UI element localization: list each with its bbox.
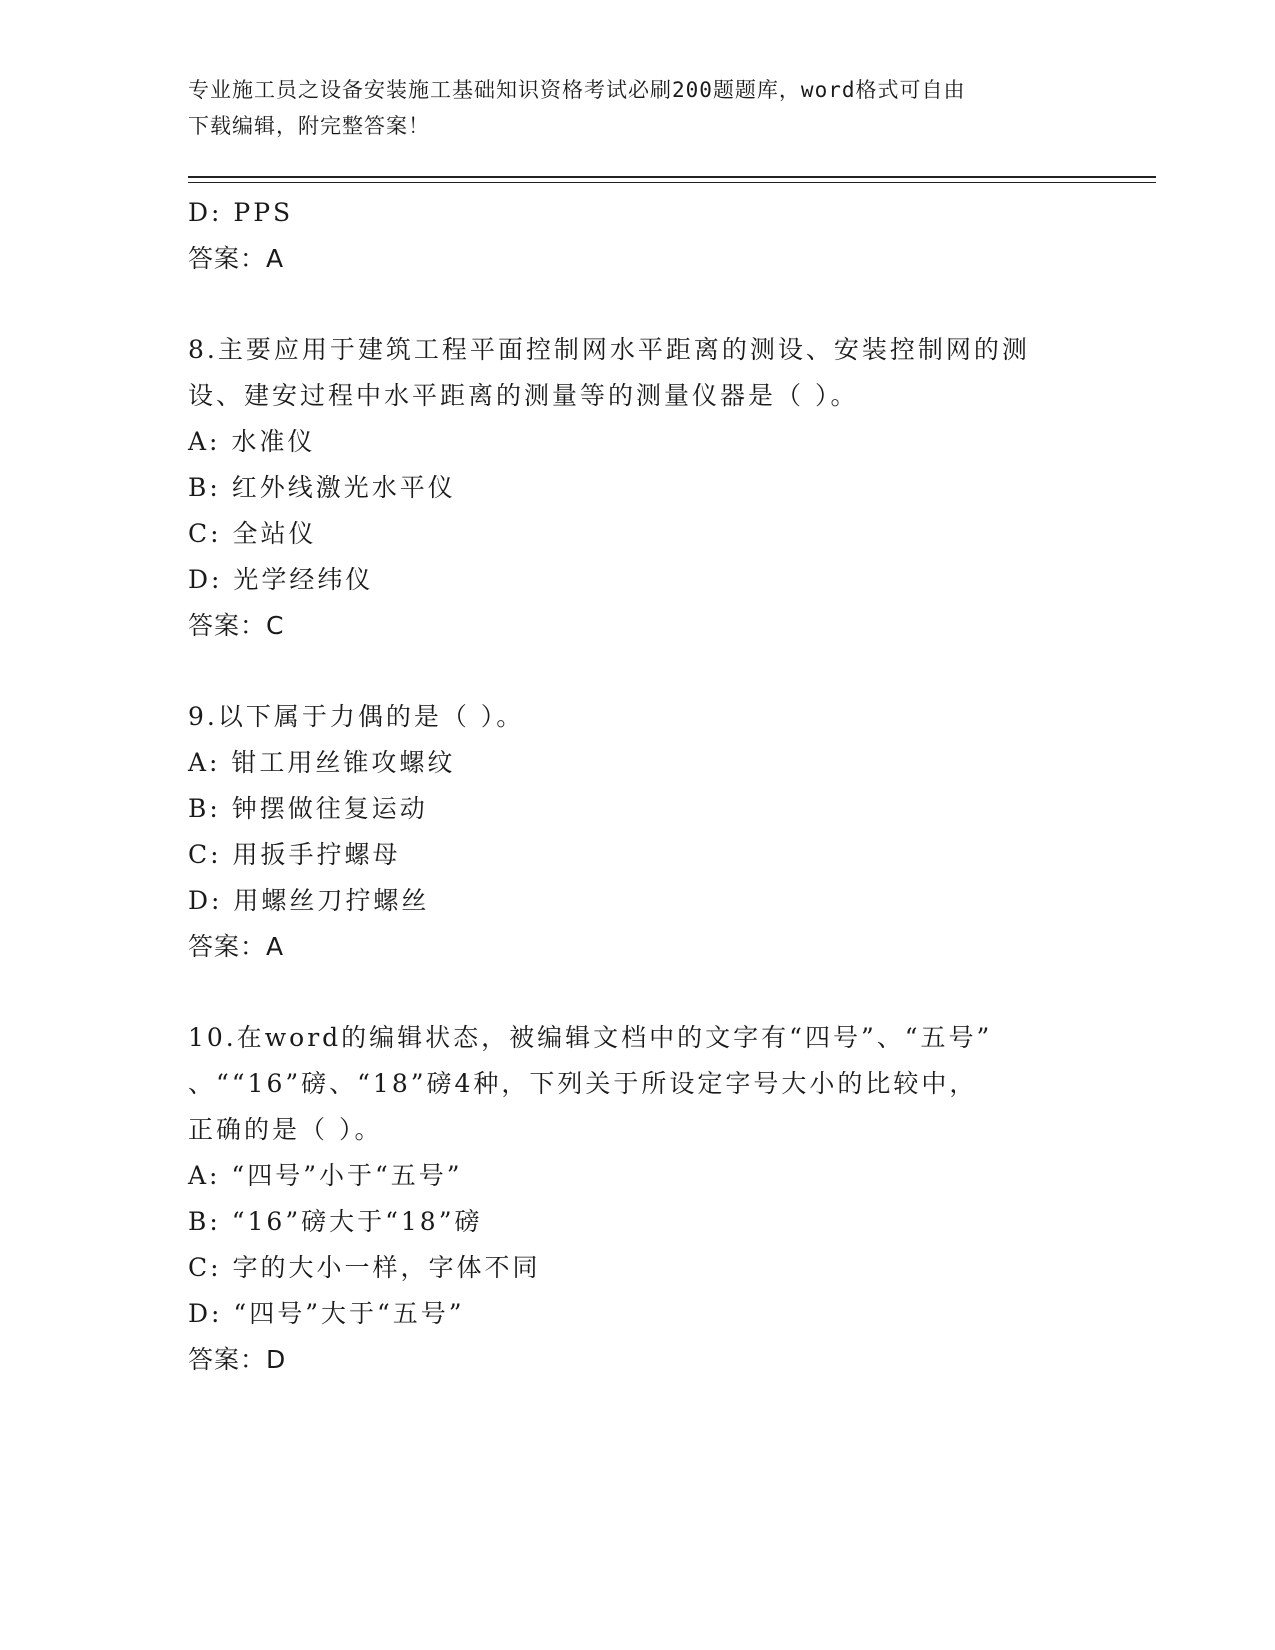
option-a: A: “四号”小于“五号” — [188, 1161, 463, 1190]
question-9 — [188, 694, 1088, 970]
option-c: C: 用扳手拧螺母 — [188, 840, 401, 869]
answer: 答案：A — [188, 244, 285, 273]
spacer — [188, 970, 1088, 1015]
question-text-line: 8.主要应用于建筑工程平面控制网水平距离的测设、安装控制网的测 — [188, 335, 1030, 364]
answer: 答案：A — [188, 932, 285, 961]
option-a: A: 钳工用丝锥攻螺纹 — [188, 748, 456, 777]
option-a: A: 水准仪 — [188, 427, 316, 456]
document-header — [188, 72, 1088, 144]
header-divider-thick — [188, 176, 1156, 178]
header-divider-thin — [188, 182, 1156, 183]
question-10 — [188, 1015, 1088, 1383]
option-d: D: “四号”大于“五号” — [188, 1299, 465, 1328]
question-text-line: 10.在word的编辑状态，被编辑文档中的文字有“四号”、“五号” — [188, 1023, 993, 1052]
option-b: B: 钟摆做往复运动 — [188, 794, 428, 823]
option-d: D: PPS — [188, 198, 294, 227]
question-text-line: 、““16”磅、“18”磅4种，下列关于所设定字号大小的比较中， — [188, 1069, 978, 1098]
option-c: C: 全站仪 — [188, 519, 317, 548]
question-text-line: 9.以下属于力偶的是（ ）。 — [188, 702, 525, 731]
previous-question-tail — [188, 190, 1088, 282]
option-c: C: 字的大小一样，字体不同 — [188, 1253, 541, 1282]
spacer — [188, 282, 1088, 327]
option-b: B: 红外线激光水平仪 — [188, 473, 456, 502]
answer: 答案：C — [188, 611, 285, 640]
document-body — [188, 190, 1088, 1383]
option-d: D: 用螺丝刀拧螺丝 — [188, 886, 430, 915]
header-line-1: 专业施工员之设备安装施工基础知识资格考试必刷200题题库，word格式可自由 — [188, 78, 966, 102]
spacer — [188, 649, 1088, 694]
answer: 答案：D — [188, 1345, 287, 1374]
option-b: B: “16”磅大于“18”磅 — [188, 1207, 483, 1236]
question-text-line: 正确的是（ ）。 — [188, 1115, 383, 1144]
option-d: D: 光学经纬仪 — [188, 565, 374, 594]
header-line-2: 下载编辑，附完整答案！ — [188, 114, 430, 138]
question-text-line: 设、建安过程中水平距离的测量等的测量仪器是（ ）。 — [188, 381, 859, 410]
question-8 — [188, 327, 1088, 649]
